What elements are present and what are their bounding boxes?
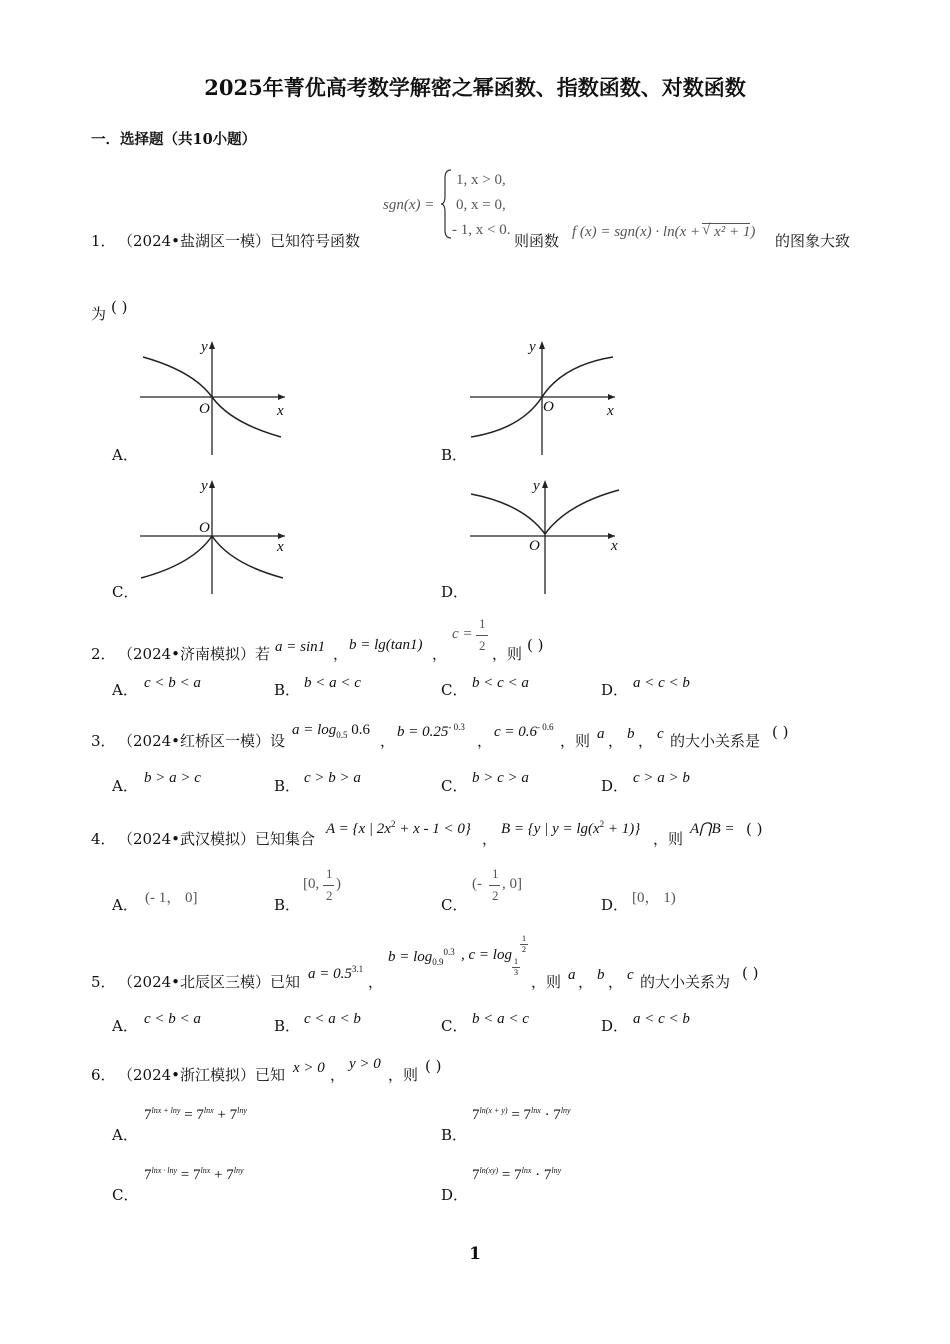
q5-a-expr: $a = 0.5^{3.1}$ [308, 964, 364, 982]
q4-option-b[interactable]: B． [274, 896, 301, 914]
q2-option-a-expr: c < b < a [144, 675, 201, 691]
q5-var-b: b [597, 967, 605, 983]
q3-option-d-expr: c > a > b [633, 770, 690, 786]
q1-case-2: 0, x = 0, [456, 197, 506, 213]
q4-option-b-post: ) [336, 876, 341, 892]
q1-answer-paren: ( ) [111, 298, 128, 316]
q5-c-sub-num: 1 [514, 957, 518, 966]
q4-option-c-den: 2 [492, 888, 499, 903]
q3-number: 3． [91, 732, 116, 750]
q5-option-b[interactable]: B． [274, 1017, 301, 1035]
q3-option-a[interactable]: A． [112, 777, 138, 795]
q4-option-c-fraction-bar [489, 885, 500, 886]
q6-option-d[interactable]: D． [441, 1186, 469, 1204]
q3-a-expr: $a = \log_{0.5} 0.6$ [292, 722, 371, 740]
q5-option-b-expr: c < a < b [304, 1011, 361, 1027]
q5-comma-2: ， [578, 973, 594, 991]
q6-option-a[interactable]: A． [112, 1126, 138, 1144]
q1-b-x-label: x [607, 403, 614, 419]
q4-intersection: A⋂B = [690, 821, 735, 837]
q1-option-d-graph[interactable] [465, 476, 625, 596]
q2-c-fraction-bar [476, 635, 488, 636]
q4-number: 4． [91, 830, 116, 848]
q1-sgn-lhs: sgn(x) = [383, 197, 435, 213]
q3-var-c: c [657, 726, 664, 742]
q2-source: （2024•济南模拟）若 [118, 645, 271, 663]
q5-answer-paren: ( ) [742, 964, 759, 982]
q6-comma-1: ， [330, 1066, 346, 1084]
q5-option-d-expr: a < c < b [633, 1011, 690, 1027]
q4-option-b-den: 2 [326, 888, 333, 903]
q1-option-c-graph[interactable] [135, 476, 295, 596]
q3-var-b: b [627, 726, 635, 742]
q4-option-b-pre: [0, [303, 876, 320, 892]
q2-option-d[interactable]: D． [601, 681, 629, 699]
q3-ze: ，则 [560, 732, 591, 750]
q6-ze: ，则 [388, 1066, 419, 1084]
q1-tail: 的图象大致 [775, 232, 851, 250]
q1-b-origin-label: O [543, 399, 554, 415]
q4-option-b-num: 1 [326, 866, 333, 881]
page-title: 2025年菁优高考数学解密之幂函数、指数函数、对数函数 [204, 75, 746, 100]
q4-answer-paren: ( ) [746, 820, 763, 838]
q4-comma-1: ， [482, 830, 498, 848]
q3-comma-4: ， [638, 732, 654, 750]
page-number: 1 [469, 1244, 481, 1264]
q1-a-y-label: y [201, 339, 208, 355]
q6-answer-paren: ( ) [425, 1057, 442, 1075]
q6-option-b[interactable]: B． [441, 1126, 468, 1144]
q5-c-expr: , c = log [461, 947, 512, 963]
q6-option-c-expr: $7^{lnx \cdot lny} = 7^{lnx} + 7^{lny}$ [144, 1166, 244, 1183]
q1-option-d-label[interactable]: D． [441, 583, 469, 601]
q4-option-c-pre: (- [472, 876, 482, 892]
q1-b-y-label: y [529, 339, 536, 355]
q2-number: 2． [91, 645, 116, 663]
q1-d-y-label: y [533, 478, 540, 494]
q6-option-a-expr: $7^{lnx + lny} = 7^{lnx} + 7^{lny}$ [144, 1106, 247, 1123]
q5-c-sub-den: 3 [514, 968, 518, 977]
q3-var-a: a [597, 726, 605, 742]
q2-option-c-expr: b < c < a [472, 675, 529, 691]
q3-option-b-expr: c > b > a [304, 770, 361, 786]
q3-option-a-expr: b > a > c [144, 770, 201, 786]
q3-option-d[interactable]: D． [601, 777, 629, 795]
q6-option-c[interactable]: C． [112, 1186, 139, 1204]
q2-comma-1: ， [333, 645, 349, 663]
q1-option-c-label[interactable]: C． [112, 583, 139, 601]
q1-number: 1． [91, 232, 116, 250]
q5-var-a: a [568, 967, 576, 983]
q2-c-expr: c = [452, 626, 473, 642]
q4-option-d[interactable]: D． [601, 896, 629, 914]
q2-option-b-expr: b < a < c [304, 675, 361, 691]
q6-x-cond: x > 0 [293, 1060, 325, 1076]
q1-option-b-graph[interactable] [465, 337, 625, 457]
q1-option-a-label[interactable]: A． [112, 446, 138, 464]
q3-option-b[interactable]: B． [274, 777, 301, 795]
q4-option-c[interactable]: C． [441, 896, 468, 914]
q1-function-expr: f (x) = sgn(x) · ln(x + √ x² + 1) [572, 222, 756, 240]
q5-option-c-expr: b < a < c [472, 1011, 529, 1027]
q4-option-c-num: 1 [492, 866, 499, 881]
q4-option-a-expr: (- 1， 0] [145, 890, 198, 906]
q2-option-b[interactable]: B． [274, 681, 301, 699]
q5-comma-1: ， [368, 973, 384, 991]
q1-case-3: - 1, x < 0. [452, 222, 511, 238]
q3-comma-2: ， [477, 732, 493, 750]
q6-option-b-expr: $7^{ln(x + y)} = 7^{lnx} \cdot 7^{lny}$ [472, 1106, 571, 1123]
q3-option-c-expr: b > c > a [472, 770, 529, 786]
q5-c-sup-num: 1 [522, 934, 526, 943]
q3-b-expr: $b = 0.25^{- 0.3}$ [397, 722, 465, 740]
q1-option-a-graph[interactable] [135, 337, 295, 457]
section-heading: 一．选择题（共10小题） [91, 131, 257, 148]
q3-tail: 的大小关系是 [670, 732, 761, 750]
q2-option-d-expr: a < c < b [633, 675, 690, 691]
q3-comma-1: ， [380, 732, 396, 750]
q2-a-expr: a = sin1 [275, 639, 326, 655]
q3-answer-paren: ( ) [772, 723, 789, 741]
q3-source: （2024•红桥区一模）设 [118, 732, 286, 750]
q5-option-a[interactable]: A． [112, 1017, 138, 1035]
q2-c-numerator: 1 [479, 616, 486, 631]
q1-option-b-label[interactable]: B． [441, 446, 468, 464]
q5-comma-3: ， [608, 973, 624, 991]
q6-option-d-expr: $7^{ln(xy)} = 7^{lnx} \cdot 7^{lny}$ [472, 1166, 562, 1183]
q4-option-d-expr: [0， 1) [632, 890, 676, 906]
q2-c-denominator: 2 [479, 638, 486, 653]
q1-case-1: 1, x > 0, [456, 172, 506, 188]
q3-option-c[interactable]: C． [441, 777, 468, 795]
q2-b-expr: b = lg(tan1) [349, 637, 423, 653]
q5-tail: 的大小关系为 [640, 973, 731, 991]
q1-mid-text: 则函数 [514, 232, 560, 250]
q2-option-c[interactable]: C． [441, 681, 468, 699]
q5-option-a-expr: c < b < a [144, 1011, 201, 1027]
q4-option-a[interactable]: A． [112, 896, 138, 914]
q3-comma-3: ， [608, 732, 624, 750]
q6-source: （2024•浙江模拟）已知 [118, 1066, 286, 1084]
q1-line2: 为 [91, 305, 107, 323]
q1-a-x-label: x [277, 403, 284, 419]
q5-var-c: c [627, 967, 634, 983]
q1-c-x-label: x [277, 539, 284, 555]
q4-set-a: A = {x | $2x^2 + x - 1 < 0$} [326, 819, 471, 837]
q2-answer-paren: ( ) [527, 636, 544, 654]
q1-a-origin-label: O [199, 401, 210, 417]
q1-c-y-label: y [201, 478, 208, 494]
q6-number: 6． [91, 1066, 116, 1084]
q2-comma-2: ， [432, 645, 448, 663]
q1-source: （2024•盐湖区一模）已知符号函数 [118, 232, 361, 250]
q1-c-origin-label: O [199, 520, 210, 536]
q6-y-cond: y > 0 [349, 1056, 381, 1072]
q4-option-b-fraction-bar [323, 885, 334, 886]
q5-c-sup-den: 2 [522, 945, 526, 954]
q4-source: （2024•武汉模拟）已知集合 [118, 830, 316, 848]
q1-d-origin-label: O [529, 538, 540, 554]
q1-d-x-label: x [611, 538, 618, 554]
q4-ze: ，则 [653, 830, 684, 848]
q5-ze: ，则 [531, 973, 562, 991]
q5-b-expr: $b = \log_{0.9}^{0.3}$ [388, 947, 455, 967]
q5-source: （2024•北辰区三模）已知 [118, 973, 301, 991]
q4-set-b: B = {y | $y = \lg(x^2 + 1)$} [501, 819, 641, 837]
q3-c-expr: $c = 0.6^{- 0.6}$ [494, 722, 554, 740]
q5-option-d[interactable]: D． [601, 1017, 629, 1035]
q2-option-a[interactable]: A． [112, 681, 138, 699]
q5-number: 5． [91, 973, 116, 991]
q2-ze: ，则 [492, 645, 523, 663]
q4-option-c-post: , 0] [502, 876, 522, 892]
q5-option-c[interactable]: C． [441, 1017, 468, 1035]
